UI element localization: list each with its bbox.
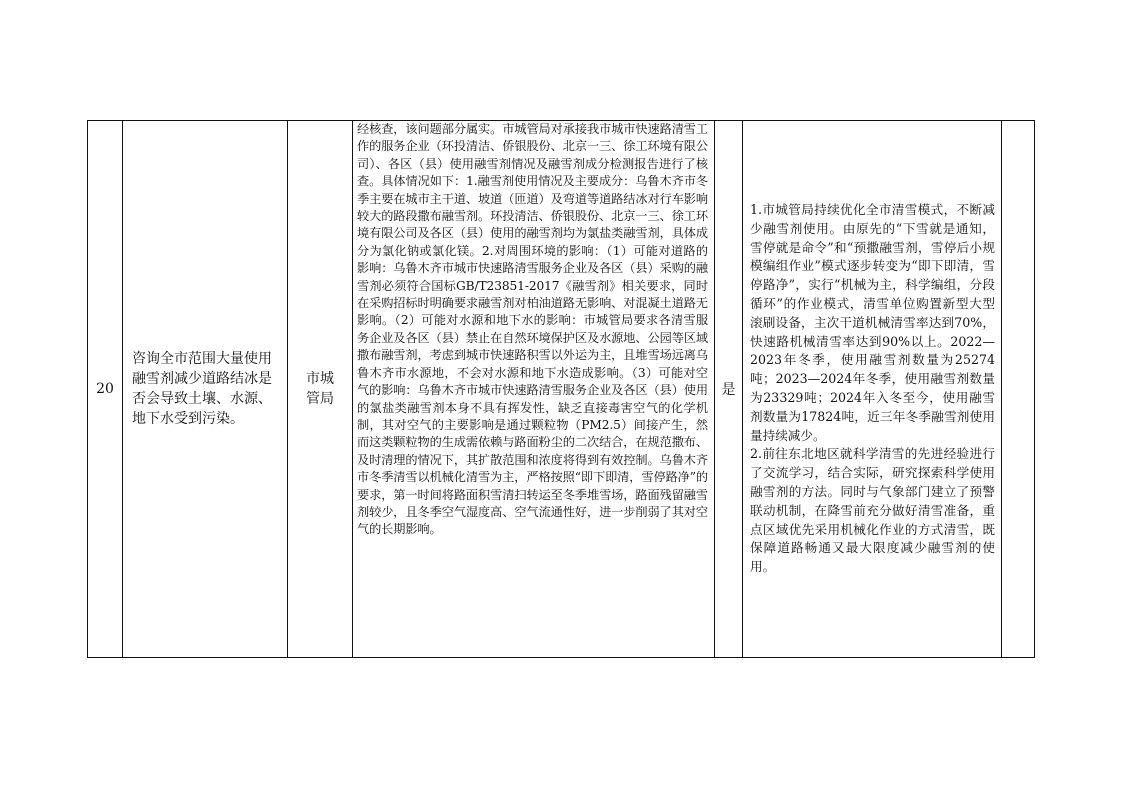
remarks-cell xyxy=(1002,121,1035,658)
rectification-measures xyxy=(743,121,1002,658)
table-row xyxy=(88,121,1035,658)
measure-item: 1.市城管局持续优化全市清雪模式，不断减少融雪剂使用。由原先的“下雪就是通知，雪停就是命令”和“预撒融雪剂，雪停后小规模编组作业”模式逐步转变为“即下即清，雪停路净”，实行“机械为主，科学编组，分段循环”的作业模式，清雪单位购置新型大型滚刷设备，主次干道机械清雪率达到70%，快速路机械清雪率达到90%以上。2022—2023年冬季，使用融雪剂数量为25274吨；2023—2024年冬季，使用融雪剂数量为23329吨；2024年入冬至今，使用融雪剂数量为17824吨，近三年冬季融雪剂使用量持续减少。 xyxy=(750,202,995,443)
complaint-question: 咨询全市范围大量使用融雪剂减少道路结冰是否会导致土壤、水源、地下水受到污染。 xyxy=(123,121,288,658)
row-number: 20 xyxy=(88,121,123,658)
complaint-table xyxy=(87,120,1035,658)
responsible-department: 市城 管局 xyxy=(288,121,353,658)
measure-item: 2.前往东北地区就科学清雪的先进经验进行了交流学习，结合实际，研究探索科学使用融雪剂的方法。同时与气象部门建立了预警联动机制，在降雪前充分做好清雪准备，重点区域优先采用机械化作业的方式清雪，既保障道路畅通又最大限度减少融雪剂的使用。 xyxy=(750,446,995,575)
verification-result: 经核查，该问题部分属实。市城管局对承接我市城市快速路清雪工作的服务企业（环投清洁、侨银股份、北京一三、徐工环境有限公司）、各区（县）使用融雪剂情况及融雪剂成分检测报告进行了核查。具体情况如下：1.融雪剂使用情况及主要成分：乌鲁木齐市冬季主要在城市主干道、坡道（匝道）及弯道等道路结冰对行车影响较大的路段撒布融雪剂。环投清洁、侨银股份、北京一三、徐工环境有限公司及各区（县）使用的融雪剂均为氯盐类融雪剂，具体成分为氯化钠或氯化镁。2.对周围环境的影响：（1）可能对道路的影响：乌鲁木齐市城市快速路清雪服务企业及各区（县）采购的融雪剂必须符合国标GB/T23851-2017《融雪剂》相关要求，同时在采购招标时明确要求融雪剂对柏油道路无影响、对混凝土道路无影响。（2）可能对水源和地下水的影响：市城管局要求各清雪服务企业及各区（县）禁止在自然环境保护区及水源地、公园等区域撒布融雪剂，考虑到城市快速路积雪以外运为主，且堆雪场远离乌鲁木齐市水源地，不会对水源和地下水造成影响。（3）可能对空气的影响：乌鲁木齐市城市快速路清雪服务企业及各区（县）使用的氯盐类融雪剂本身不具有挥发性，缺乏直接毒害空气的化学机制，其对空气的主要影响是通过颗粒物（PM2.5）间接产生，然而这类颗粒物的生成需依赖与路面粉尘的二次结合，在规范撒布、及时清理的情况下，其扩散范围和浓度将得到有效控制。乌鲁木齐市冬季清雪以机械化清雪为主，严格按照“即下即清，雪停路净”的要求，第一时间将路面积雪清扫转运至冬季堆雪场，路面残留融雪剂较少，且冬季空气湿度高、空气流通性好，进一步削弱了其对空气的长期影响。 xyxy=(353,121,715,658)
is-true-flag: 是 xyxy=(715,121,743,658)
